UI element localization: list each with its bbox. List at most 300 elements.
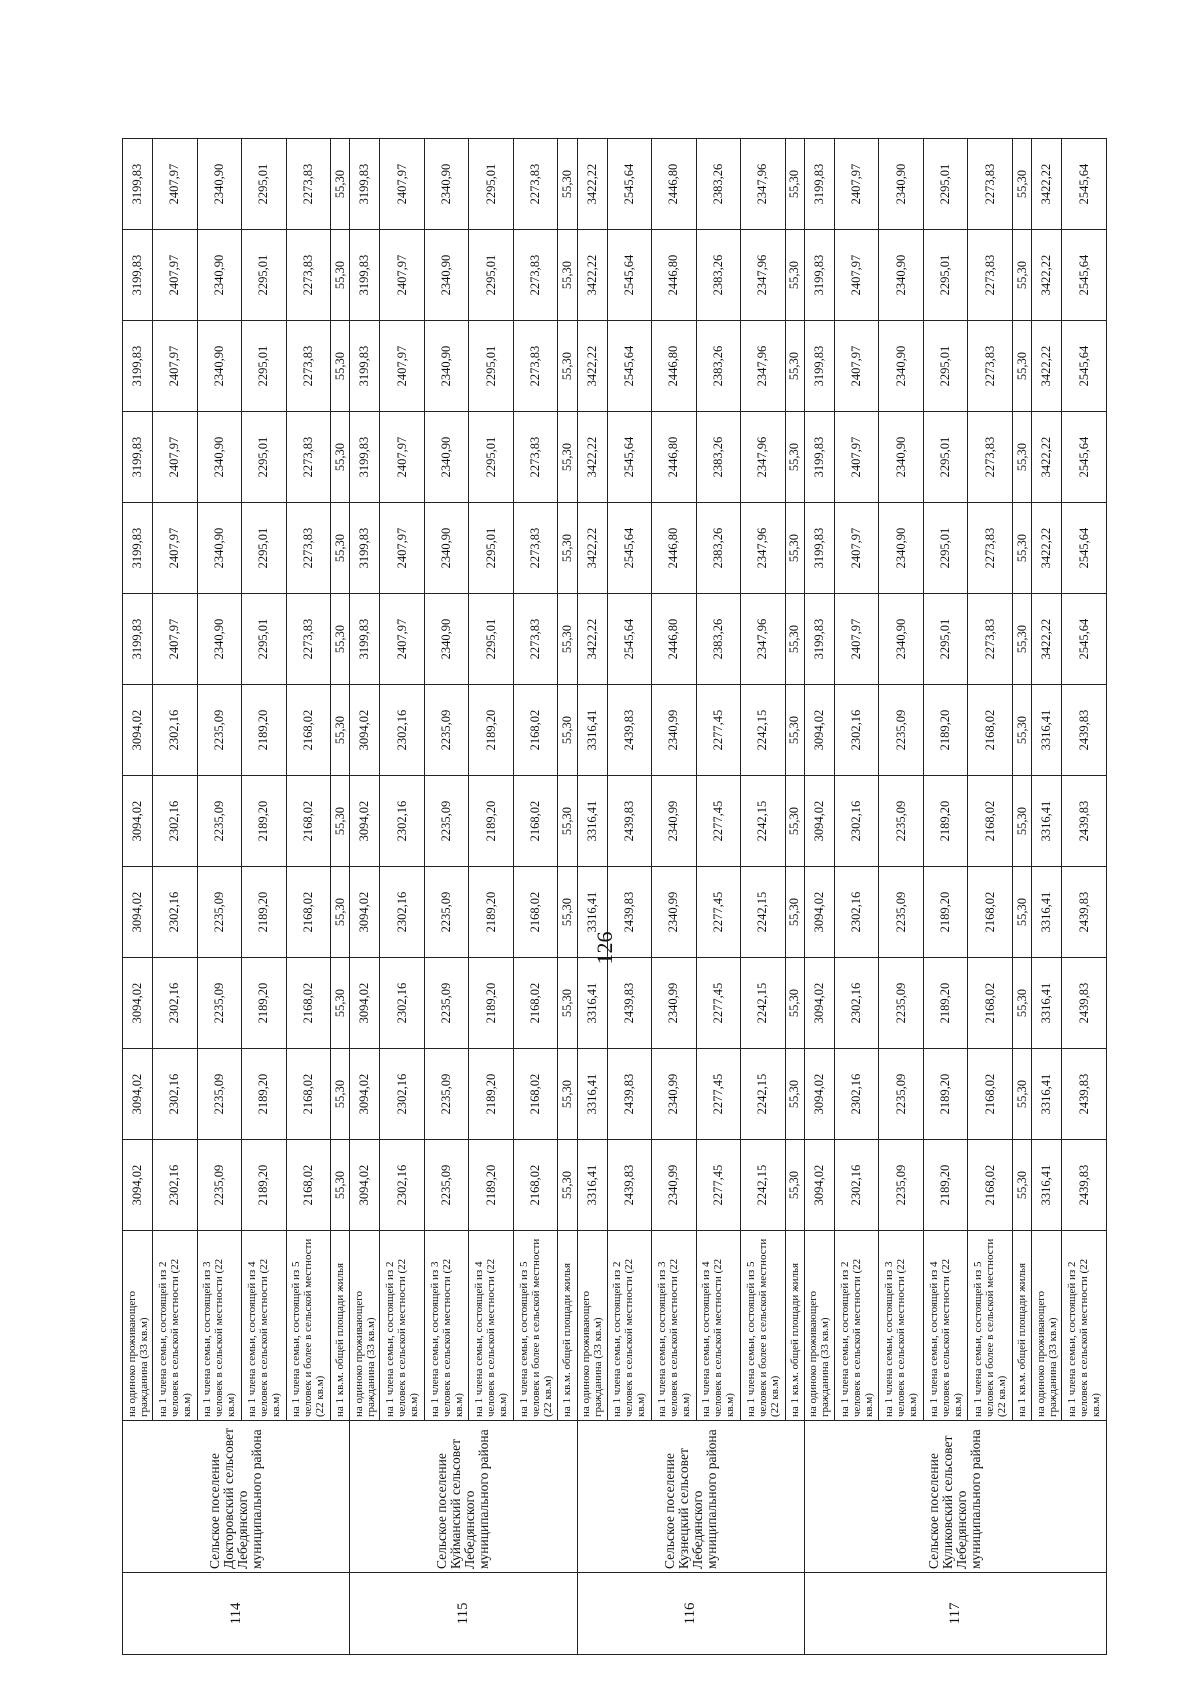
norm-description: на 1 члена семьи, состоящей из 4 человек в сельской местности (22 кв.м) [696,1231,741,1421]
value-cell: 2295,01 [923,412,968,503]
value-cell: 2545,64 [607,503,652,594]
value-cell: 2235,09 [879,1049,924,1140]
value-cell: 2383,26 [696,230,741,321]
value-cell: 55,30 [785,1140,804,1231]
value-cell: 3316,41 [1032,776,1062,867]
value-cell: 3094,02 [350,1140,380,1231]
value-cell: 2340,99 [652,1049,697,1140]
value-cell: 3094,02 [350,685,380,776]
value-cell: 2340,90 [879,139,924,230]
value-cell: 2340,90 [879,230,924,321]
value-cell: 2235,09 [879,958,924,1049]
value-cell: 2235,09 [424,1140,469,1231]
value-cell: 2273,83 [968,412,1013,503]
value-cell: 2168,02 [286,685,331,776]
value-cell: 2407,97 [380,503,425,594]
value-cell: 2302,16 [153,1140,198,1231]
value-cell: 3316,41 [577,776,607,867]
value-cell: 2545,64 [607,321,652,412]
value-cell: 55,30 [1012,230,1031,321]
value-cell: 55,30 [785,321,804,412]
table-body [123,139,1107,1655]
value-cell: 3199,83 [123,594,153,685]
value-cell: 3316,41 [1032,1140,1062,1231]
settlement-name: Сельское поселение Кузнецкий сельсовет Лебедянского муниципального района [577,1421,804,1573]
value-cell: 2340,90 [879,594,924,685]
value-cell: 2407,97 [153,594,198,685]
value-cell: 2383,26 [696,503,741,594]
value-cell: 55,30 [1012,139,1031,230]
value-cell: 2235,09 [879,685,924,776]
value-cell: 55,30 [558,503,577,594]
value-cell: 2439,83 [607,776,652,867]
row-number: 116 [577,1573,804,1655]
settlement-name: Сельское поселение Докторовский сельсовет Лебедянского муниципального района [123,1421,350,1573]
value-cell: 3422,22 [1032,230,1062,321]
value-cell: 2189,20 [923,776,968,867]
value-cell: 2340,99 [652,958,697,1049]
value-cell: 2295,01 [923,594,968,685]
value-cell: 3094,02 [804,867,834,958]
value-cell: 55,30 [1012,685,1031,776]
value-cell: 2347,96 [741,503,786,594]
value-cell: 55,30 [1012,1140,1031,1231]
value-cell: 3422,22 [1032,139,1062,230]
value-cell: 2242,15 [741,685,786,776]
value-cell: 2340,90 [424,230,469,321]
value-cell: 2545,64 [607,139,652,230]
value-cell: 2273,83 [968,139,1013,230]
value-cell: 55,30 [785,594,804,685]
value-cell: 2168,02 [286,867,331,958]
value-cell: 2189,20 [923,867,968,958]
value-cell: 3094,02 [350,958,380,1049]
value-cell: 2340,99 [652,776,697,867]
value-cell: 2277,45 [696,1140,741,1231]
row-number: 117 [804,1573,1106,1655]
value-cell: 2189,20 [242,958,287,1049]
value-cell: 3199,83 [804,321,834,412]
settlement-name: Сельское поселение Куликовский сельсовет Лебедянского муниципального района [804,1421,1106,1573]
value-cell: 2235,09 [879,1140,924,1231]
value-cell: 55,30 [785,685,804,776]
norm-description: на 1 члена семьи, состоящей из 2 человек в сельской местности (22 кв.м) [607,1231,652,1421]
value-cell: 2347,96 [741,321,786,412]
value-cell: 3199,83 [350,503,380,594]
value-cell: 55,30 [558,594,577,685]
value-cell: 55,30 [331,503,350,594]
value-cell: 2168,02 [968,1049,1013,1140]
value-cell: 2340,90 [197,139,242,230]
value-cell: 2340,90 [879,321,924,412]
value-cell: 3316,41 [577,867,607,958]
value-cell: 2545,64 [607,412,652,503]
value-cell: 55,30 [558,321,577,412]
value-cell: 2340,90 [197,412,242,503]
value-cell: 2407,97 [153,139,198,230]
value-cell: 55,30 [558,958,577,1049]
value-cell: 2545,64 [1062,412,1107,503]
value-cell: 2273,83 [286,230,331,321]
value-cell: 2302,16 [380,958,425,1049]
value-cell: 2273,83 [286,503,331,594]
value-cell: 55,30 [331,321,350,412]
value-cell: 2302,16 [834,1049,879,1140]
value-cell: 2235,09 [424,958,469,1049]
value-cell: 2168,02 [968,958,1013,1049]
value-cell: 2168,02 [286,1049,331,1140]
value-cell: 2407,97 [153,412,198,503]
value-cell: 2347,96 [741,412,786,503]
value-cell: 2189,20 [923,1140,968,1231]
value-cell: 2302,16 [834,685,879,776]
value-cell: 2235,09 [197,958,242,1049]
value-cell: 3422,22 [577,139,607,230]
value-cell: 55,30 [558,1049,577,1140]
value-cell: 55,30 [1012,958,1031,1049]
norm-description: на 1 члена семьи, состоящей из 2 человек в сельской местности (22 кв.м) [380,1231,425,1421]
value-cell: 2407,97 [380,594,425,685]
value-cell: 2295,01 [469,230,514,321]
norm-description: на 1 кв.м. общей площади жилья [558,1231,577,1421]
value-cell: 2340,90 [197,321,242,412]
value-cell: 3199,83 [350,594,380,685]
value-cell: 2242,15 [741,867,786,958]
value-cell: 2295,01 [923,503,968,594]
value-cell: 2168,02 [513,1049,558,1140]
value-cell: 2302,16 [380,685,425,776]
value-cell: 55,30 [558,776,577,867]
norm-description: на одиноко проживающего гражданина (33 кв.м) [1032,1231,1062,1421]
value-cell: 2295,01 [469,412,514,503]
value-cell: 2340,99 [652,867,697,958]
value-cell: 3316,41 [1032,867,1062,958]
value-cell: 2340,90 [197,503,242,594]
value-cell: 55,30 [558,685,577,776]
value-cell: 3422,22 [577,594,607,685]
value-cell: 2407,97 [153,321,198,412]
value-cell: 3094,02 [123,776,153,867]
value-cell: 3422,22 [577,503,607,594]
value-cell: 2295,01 [242,321,287,412]
row-number: 114 [123,1573,350,1655]
value-cell: 2168,02 [513,958,558,1049]
value-cell: 3199,83 [804,503,834,594]
value-cell: 2242,15 [741,776,786,867]
value-cell: 3316,41 [1032,958,1062,1049]
value-cell: 3094,02 [123,1140,153,1231]
row-number: 115 [350,1573,577,1655]
value-cell: 2242,15 [741,958,786,1049]
table-row [804,139,834,1655]
value-cell: 2273,83 [286,412,331,503]
value-cell: 2242,15 [741,1049,786,1140]
value-cell: 2168,02 [513,867,558,958]
value-cell: 2273,83 [968,230,1013,321]
value-cell: 3316,41 [577,685,607,776]
value-cell: 55,30 [785,958,804,1049]
value-cell: 2340,90 [197,230,242,321]
value-cell: 2273,83 [968,594,1013,685]
value-cell: 2168,02 [513,1140,558,1231]
value-cell: 2168,02 [513,776,558,867]
value-cell: 2446,80 [652,321,697,412]
value-cell: 2273,83 [513,412,558,503]
value-cell: 2302,16 [153,1049,198,1140]
value-cell: 55,30 [1012,321,1031,412]
value-cell: 2439,83 [1062,776,1107,867]
value-cell: 2189,20 [242,776,287,867]
value-cell: 2302,16 [153,685,198,776]
value-cell: 2340,90 [424,594,469,685]
value-cell: 3316,41 [577,1049,607,1140]
value-cell: 2189,20 [469,958,514,1049]
norm-description: на одиноко проживающего гражданина (33 кв.м) [577,1231,607,1421]
norm-description: на 1 кв.м. общей площади жилья [785,1231,804,1421]
value-cell: 2235,09 [879,776,924,867]
value-cell: 3199,83 [804,594,834,685]
value-cell: 2168,02 [286,958,331,1049]
value-cell: 2295,01 [242,230,287,321]
value-cell: 2235,09 [424,776,469,867]
value-cell: 3199,83 [123,503,153,594]
value-cell: 2295,01 [242,594,287,685]
value-cell: 2189,20 [242,1049,287,1140]
value-cell: 2407,97 [380,321,425,412]
value-cell: 2242,15 [741,1140,786,1231]
value-cell: 2439,83 [607,958,652,1049]
table-row [350,139,380,1655]
value-cell: 2407,97 [153,230,198,321]
value-cell: 3199,83 [350,321,380,412]
value-cell: 2407,97 [834,594,879,685]
value-cell: 55,30 [1012,867,1031,958]
value-cell: 2545,64 [1062,321,1107,412]
norm-description: на одиноко проживающего гражданина (33 кв.м) [123,1231,153,1421]
value-cell: 55,30 [558,1140,577,1231]
value-cell: 55,30 [785,503,804,594]
norm-description: на 1 члена семьи, состоящей из 2 человек в сельской местности (22 кв.м) [1062,1231,1107,1421]
value-cell: 2439,83 [1062,685,1107,776]
value-cell: 2302,16 [153,867,198,958]
value-cell: 3199,83 [123,139,153,230]
value-cell: 2168,02 [968,1140,1013,1231]
value-cell: 2273,83 [513,503,558,594]
price-table [122,138,1107,1655]
value-cell: 2302,16 [153,776,198,867]
value-cell: 2235,09 [197,1049,242,1140]
norm-description: на 1 кв.м. общей площади жилья [1012,1231,1031,1421]
value-cell: 2407,97 [834,321,879,412]
value-cell: 55,30 [331,230,350,321]
value-cell: 2168,02 [968,776,1013,867]
value-cell: 55,30 [331,1140,350,1231]
value-cell: 2295,01 [469,503,514,594]
value-cell: 2407,97 [380,139,425,230]
norm-description: на 1 члена семьи, состоящей из 3 человек в сельской местности (22 кв.м) [197,1231,242,1421]
norm-description: на 1 кв.м. общей площади жилья [331,1231,350,1421]
norm-description: на 1 члена семьи, состоящей из 5 человек и более в сельской местности (22 кв.м) [741,1231,786,1421]
value-cell: 2446,80 [652,594,697,685]
value-cell: 2383,26 [696,412,741,503]
value-cell: 2545,64 [1062,594,1107,685]
value-cell: 2407,97 [834,139,879,230]
value-cell: 3094,02 [804,776,834,867]
value-cell: 2302,16 [834,867,879,958]
value-cell: 2273,83 [513,230,558,321]
value-cell: 3422,22 [577,321,607,412]
value-cell: 3422,22 [1032,594,1062,685]
value-cell: 2439,83 [1062,867,1107,958]
value-cell: 55,30 [1012,1049,1031,1140]
value-cell: 2235,09 [197,1140,242,1231]
value-cell: 55,30 [331,594,350,685]
value-cell: 3199,83 [123,412,153,503]
value-cell: 2189,20 [923,958,968,1049]
value-cell: 2273,83 [968,321,1013,412]
value-cell: 2235,09 [197,867,242,958]
value-cell: 2446,80 [652,230,697,321]
value-cell: 2340,90 [424,412,469,503]
value-cell: 2189,20 [469,685,514,776]
norm-description: на 1 члена семьи, состоящей из 3 человек в сельской местности (22 кв.м) [879,1231,924,1421]
value-cell: 2277,45 [696,958,741,1049]
value-cell: 2340,99 [652,685,697,776]
value-cell: 3094,02 [804,685,834,776]
value-cell: 2302,16 [380,776,425,867]
value-cell: 3422,22 [1032,321,1062,412]
value-cell: 2407,97 [380,230,425,321]
value-cell: 3199,83 [350,230,380,321]
value-cell: 2273,83 [286,321,331,412]
value-cell: 3094,02 [350,776,380,867]
value-cell: 2439,83 [607,867,652,958]
value-cell: 2295,01 [242,139,287,230]
value-cell: 2347,96 [741,594,786,685]
value-cell: 55,30 [1012,776,1031,867]
value-cell: 3094,02 [804,1049,834,1140]
value-cell: 2295,01 [923,230,968,321]
value-cell: 2189,20 [242,1140,287,1231]
norm-description: на 1 члена семьи, состоящей из 3 человек в сельской местности (22 кв.м) [424,1231,469,1421]
value-cell: 2302,16 [834,1140,879,1231]
value-cell: 55,30 [331,867,350,958]
norm-description: на 1 члена семьи, состоящей из 4 человек в сельской местности (22 кв.м) [469,1231,514,1421]
value-cell: 2235,09 [879,867,924,958]
value-cell: 2340,90 [879,412,924,503]
value-cell: 2277,45 [696,867,741,958]
norm-description: на 1 члена семьи, состоящей из 5 человек и более в сельской местности (22 кв.м) [513,1231,558,1421]
value-cell: 55,30 [558,412,577,503]
value-cell: 2273,83 [286,594,331,685]
value-cell: 3199,83 [123,230,153,321]
value-cell: 2383,26 [696,594,741,685]
value-cell: 55,30 [331,412,350,503]
value-cell: 2235,09 [424,1049,469,1140]
value-cell: 2189,20 [923,685,968,776]
value-cell: 2277,45 [696,1049,741,1140]
value-cell: 3199,83 [123,321,153,412]
value-cell: 2273,83 [286,139,331,230]
norm-description: на одиноко проживающего гражданина (33 кв.м) [350,1231,380,1421]
value-cell: 2383,26 [696,139,741,230]
value-cell: 2302,16 [380,1140,425,1231]
value-cell: 2189,20 [469,867,514,958]
norm-description: на 1 члена семьи, состоящей из 5 человек и более в сельской местности (22 кв.м) [286,1231,331,1421]
norm-description: на 1 члена семьи, состоящей из 2 человек в сельской местности (22 кв.м) [153,1231,198,1421]
value-cell: 2168,02 [286,1140,331,1231]
value-cell: 2273,83 [968,503,1013,594]
value-cell: 2383,26 [696,321,741,412]
value-cell: 3094,02 [350,867,380,958]
page-number: 126 [592,931,617,965]
value-cell: 3199,83 [804,139,834,230]
value-cell: 2273,83 [513,594,558,685]
value-cell: 2407,97 [834,412,879,503]
value-cell: 55,30 [331,958,350,1049]
value-cell: 55,30 [331,139,350,230]
value-cell: 2446,80 [652,139,697,230]
norm-description: на 1 члена семьи, состоящей из 3 человек в сельской местности (22 кв.м) [652,1231,697,1421]
norm-description: на 1 члена семьи, состоящей из 4 человек в сельской местности (22 кв.м) [242,1231,287,1421]
value-cell: 2302,16 [153,958,198,1049]
value-cell: 55,30 [331,776,350,867]
value-cell: 3316,41 [577,1140,607,1231]
value-cell: 2273,83 [513,321,558,412]
value-cell: 3422,22 [577,230,607,321]
value-cell: 3094,02 [804,958,834,1049]
rotated-page [122,140,1107,1655]
value-cell: 2168,02 [968,867,1013,958]
value-cell: 2439,83 [607,685,652,776]
value-cell: 2302,16 [380,1049,425,1140]
value-cell: 2407,97 [380,412,425,503]
value-cell: 3199,83 [804,412,834,503]
value-cell: 2235,09 [197,685,242,776]
value-cell: 55,30 [331,1049,350,1140]
value-cell: 55,30 [785,867,804,958]
value-cell: 2446,80 [652,412,697,503]
value-cell: 2302,16 [834,958,879,1049]
value-cell: 2340,90 [424,321,469,412]
value-cell: 2439,83 [607,1049,652,1140]
value-cell: 2189,20 [923,1049,968,1140]
value-cell: 55,30 [785,139,804,230]
value-cell: 2545,64 [1062,503,1107,594]
value-cell: 55,30 [1012,594,1031,685]
value-cell: 2189,20 [469,1140,514,1231]
value-cell: 2235,09 [424,685,469,776]
norm-description: на 1 члена семьи, состоящей из 2 человек в сельской местности (22 кв.м) [834,1231,879,1421]
value-cell: 55,30 [785,230,804,321]
value-cell: 3094,02 [123,685,153,776]
value-cell: 2295,01 [242,412,287,503]
value-cell: 2277,45 [696,776,741,867]
value-cell: 2545,64 [1062,230,1107,321]
value-cell: 2168,02 [286,776,331,867]
value-cell: 2235,09 [197,776,242,867]
value-cell: 3199,83 [350,412,380,503]
value-cell: 55,30 [785,412,804,503]
norm-description: на 1 члена семьи, состоящей из 4 человек в сельской местности (22 кв.м) [923,1231,968,1421]
value-cell: 3094,02 [350,1049,380,1140]
value-cell: 2295,01 [469,139,514,230]
table-row [577,139,607,1655]
value-cell: 2277,45 [696,685,741,776]
value-cell: 2295,01 [469,321,514,412]
value-cell: 2446,80 [652,503,697,594]
norm-description: на 1 члена семьи, состоящей из 5 человек и более в сельской местности (22 кв.м) [968,1231,1013,1421]
